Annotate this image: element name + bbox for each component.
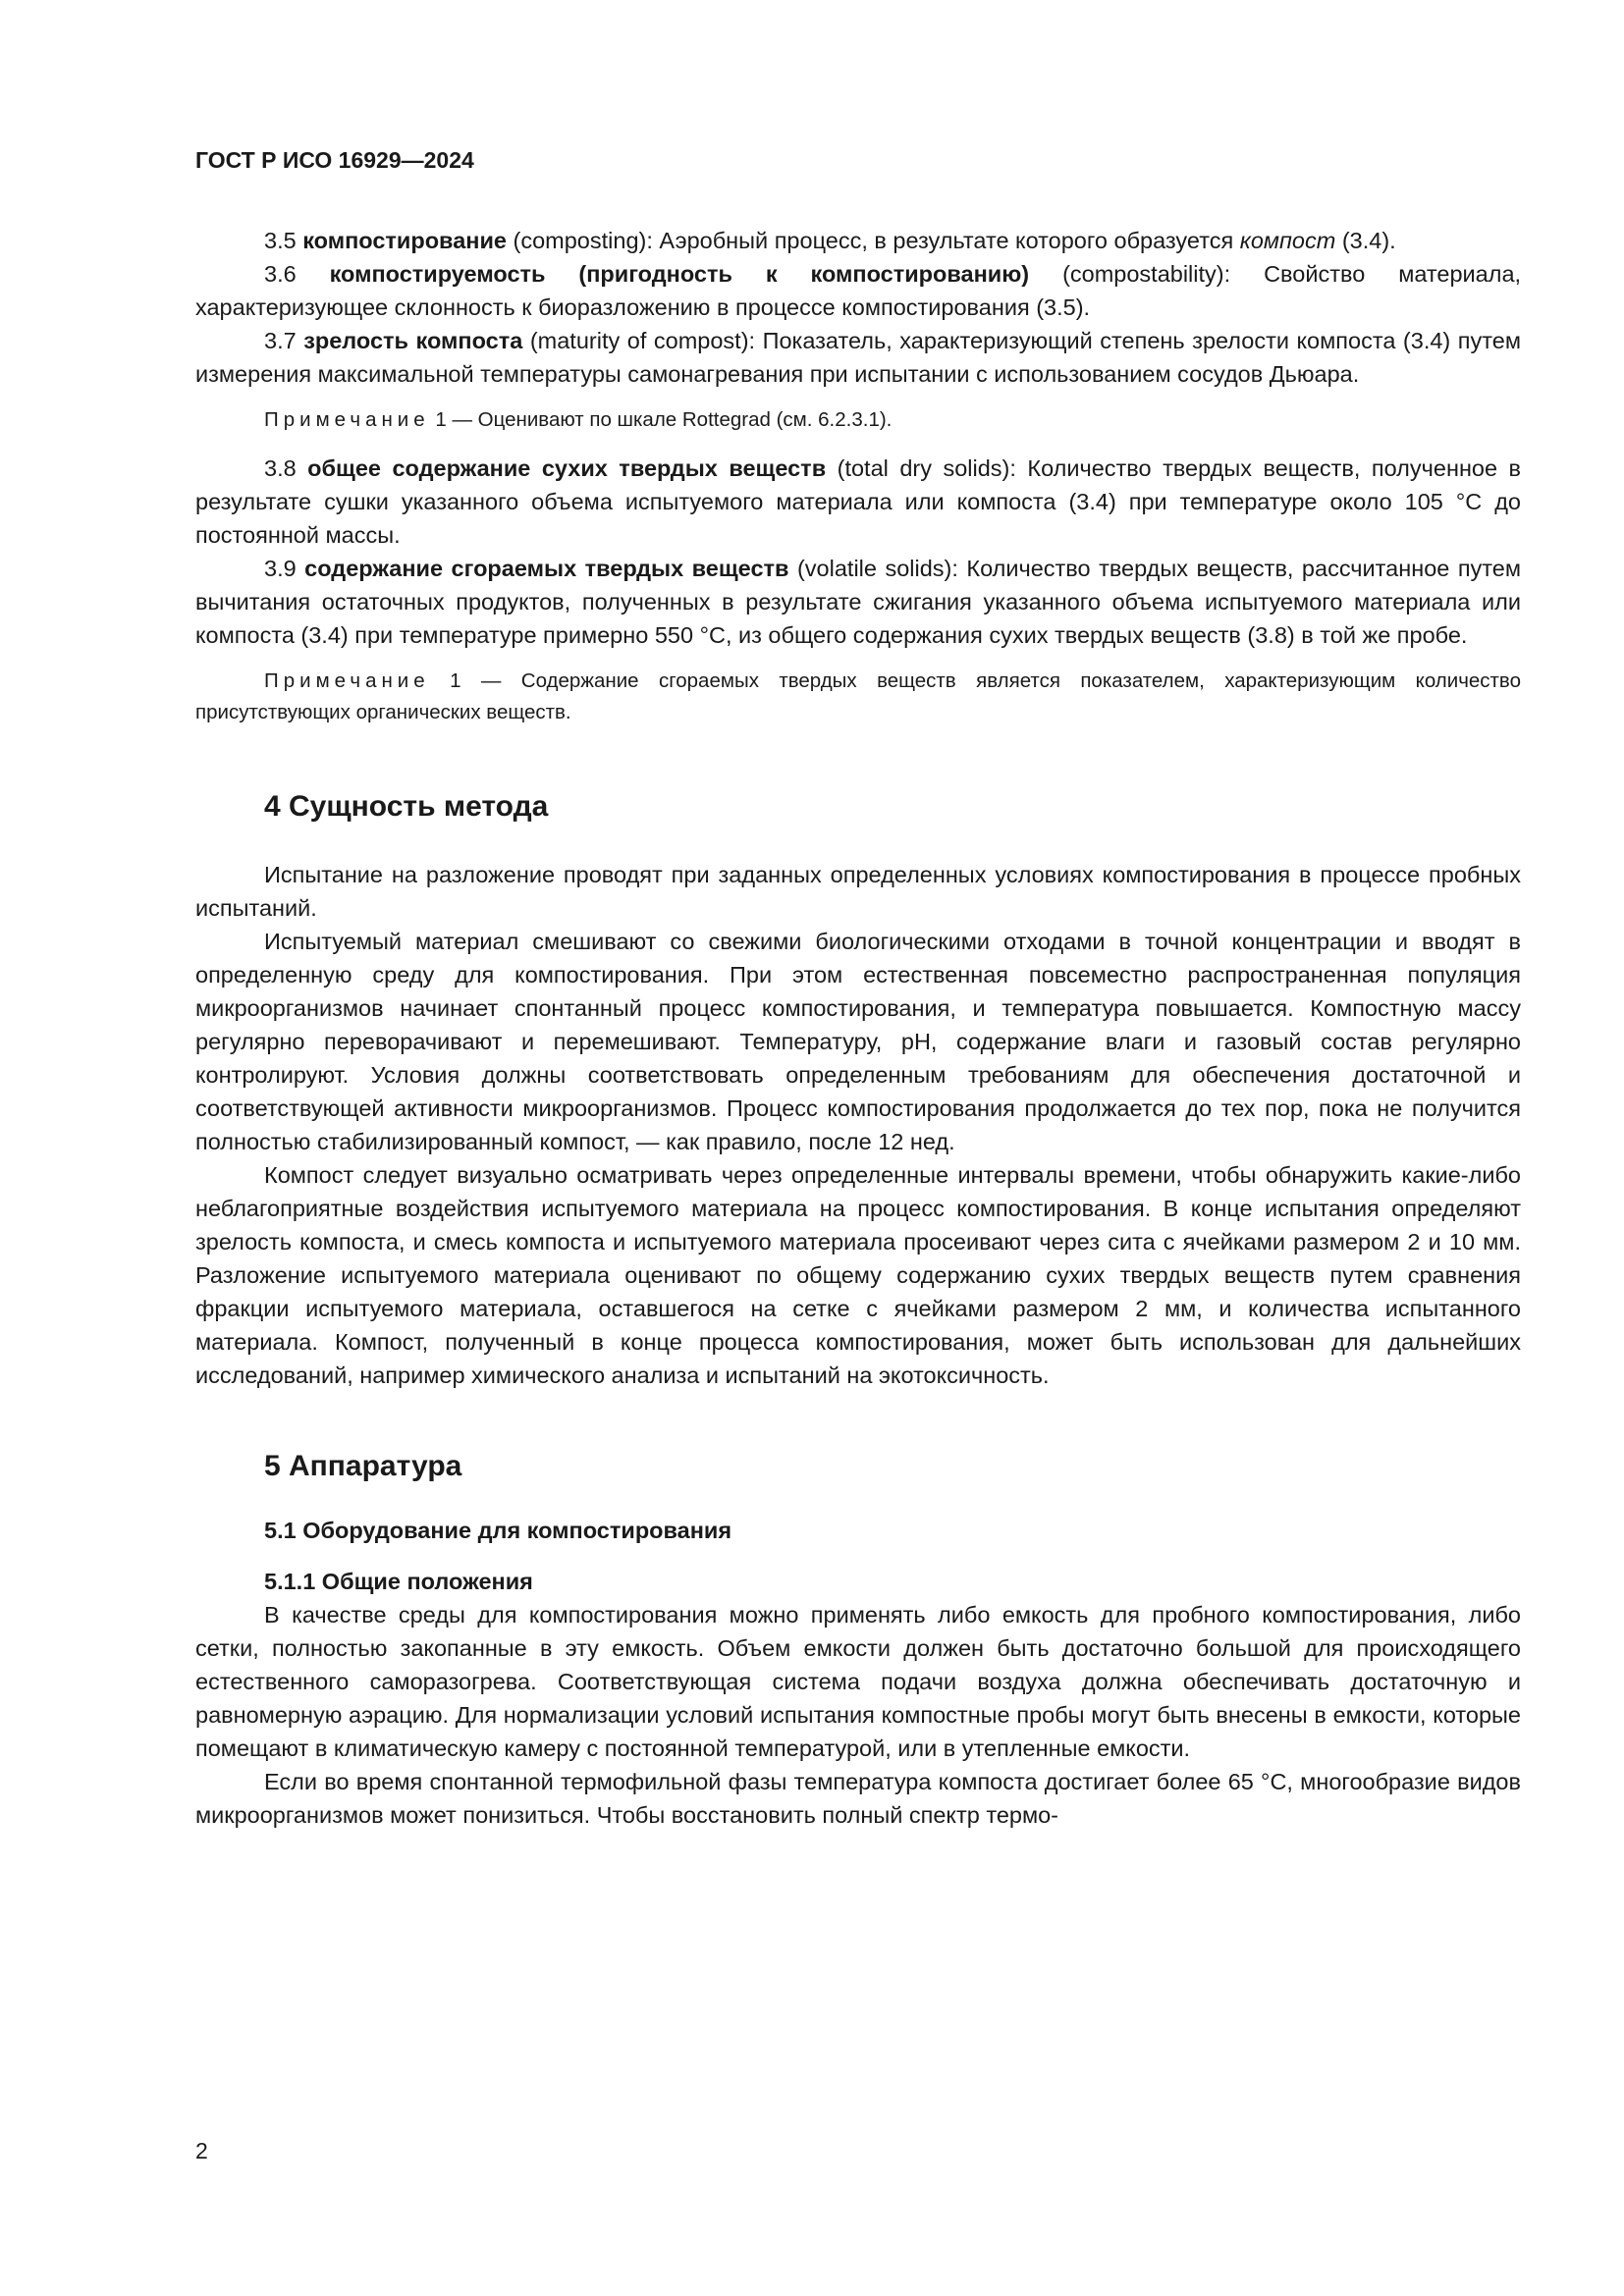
note-2 [195, 666, 1521, 728]
definition-term: общее содержание сухих твердых веществ [307, 455, 827, 481]
note-text: 1 — Содержание сгораемых твердых веществ является показателем, характеризующим количество присутствующих органических веществ. [195, 669, 1521, 723]
subsection-5-1-1-title: 5.1.1 Общие положения [264, 1569, 533, 1594]
definition-text: Показатель, характеризующий степень зрелости компоста (3.4) путем измерения максимальной температуры самонагревания при испытании с использованием сосудов Дьюара. [195, 328, 1521, 387]
definition-english: (composting): [513, 228, 653, 253]
definition-english: (compostability): [1062, 261, 1231, 287]
definition-text: Свойство материала, характеризующее склонность к биоразложению в процессе компостирования (3.5). [195, 261, 1522, 320]
section-4-paragraph: Испытание на разложение проводят при заданных определенных условиях компостирования в процессе пробных испытаний. [195, 862, 1521, 921]
document-body [195, 224, 1521, 1832]
section-5-paragraph: В качестве среды для компостирования можно применять либо емкость для пробного компостирования, либо сетки, полностью закопанные в эту емкость. Объем емкости должен быть достаточно большой для происходящего естественного саморазогрева. Соответствующая система подачи воздуха должна обеспечивать достаточную и равномерную аэрацию. Для нормализации условий испытания компостные пробы могут быть внесены в емкости, которые помещают в климатическую камеру с постоянной температурой, или в утепленные емкости. [195, 1602, 1521, 1761]
definition-text: Количество твердых веществ, полученное в результате сушки указанного объема испытуемого материала или компоста (3.4) при температуре около 105 °С до постоянной массы. [195, 455, 1522, 548]
definition-term: компостируемость (пригодность к компостированию) [329, 261, 1030, 287]
definition-3-5 [195, 224, 1521, 257]
definition-number: 3.5 [264, 228, 297, 253]
definition-english: (total dry solids): [837, 455, 1016, 481]
definition-text: Аэробный процесс, в результате которого образуется [659, 228, 1234, 253]
note-text: 1 — Оценивают по шкале Rottegrad (см. 6.2.3.1). [435, 408, 893, 431]
definition-term: содержание сгораемых твердых веществ [304, 556, 789, 581]
definition-term: зрелость компоста [303, 328, 523, 353]
definition-3-8 [195, 452, 1521, 552]
note-1 [195, 404, 1521, 436]
document-header: ГОСТ Р ИСО 16929—2024 [195, 147, 474, 173]
page-number: 2 [195, 2138, 208, 2163]
section-5-paragraph: Если во время спонтанной термофильной фазы температура компоста достигает более 65 °С, многообразие видов микроорганизмов может понизиться. Чтобы восстановить полный спектр термо- [195, 1769, 1521, 1828]
definition-text-italic: компост [1239, 228, 1336, 253]
definition-text: (3.4). [1341, 228, 1396, 253]
note-label: Примечание [264, 669, 430, 692]
subsection-5-1-title: 5.1 Оборудование для компостирования [264, 1518, 732, 1543]
definition-3-6 [195, 257, 1521, 324]
definition-number: 3.7 [264, 328, 297, 353]
definition-number: 3.9 [264, 556, 297, 581]
section-4-paragraph: Компост следует визуально осматривать через определенные интервалы времени, чтобы обнаружить какие-либо неблагоприятные воздействия испытуемого материала на процесс компостирования. В конце испытания определяют зрелость компоста, и смесь компоста и испытуемого материала просеивают через сита с ячейками размером 2 и 10 мм. Разложение испытуемого материала оценивают по общему содержанию сухих твердых веществ путем сравнения фракции испытуемого материала, оставшегося на сетке с ячейками размером 2 мм, и количества испытанного материала. Компост, полученный в конце процесса компостирования, может быть использован для дальнейших исследований, например химического анализа и испытаний на экотоксичность. [195, 1162, 1521, 1388]
definition-english: (volatile solids): [796, 556, 958, 581]
definition-3-9 [195, 552, 1521, 652]
definition-3-7 [195, 324, 1521, 391]
definition-number: 3.8 [264, 455, 297, 481]
definition-text: Количество твердых веществ, рассчитанное путем вычитания остаточных продуктов, полученных в результате сжигания указанного объема испытуемого материала или компоста (3.4) при температуре примерно 550 °С, из общего содержания сухих твердых веществ (3.8) в той же пробе. [195, 556, 1522, 648]
section-4-title: 4 Сущность метода [264, 790, 549, 823]
section-4-paragraph: Испытуемый материал смешивают со свежими биологическими отходами в точной концентрации и вводят в определенную среду для компостирования. При этом естественная повсеместно распространенная популяция микроорганизмов начинает спонтанный процесс компостирования, и температура повышается. Компостную массу регулярно переворачивают и перемешивают. Температуру, pH, содержание влаги и газовый состав регулярно контролируют. Условия должны соответствовать определенным требованиям для обеспечения достаточной и соответствующей активности микроорганизмов. Процесс компостирования продолжается до тех пор, пока не получится полностью стабилизированный компост, — как правило, после 12 нед. [195, 929, 1521, 1154]
definition-english: (maturity of compost): [529, 328, 756, 353]
note-label: Примечание [264, 408, 430, 431]
definition-term: компостирование [302, 228, 507, 253]
definition-number: 3.6 [264, 261, 297, 287]
section-5-title: 5 Аппаратура [264, 1450, 462, 1482]
